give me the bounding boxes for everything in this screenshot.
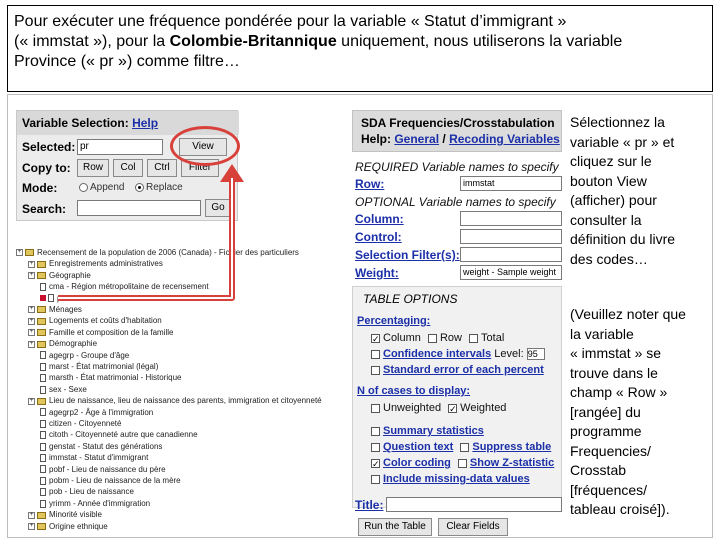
sda-panel	[352, 110, 562, 538]
show-z-checkbox[interactable]	[458, 459, 467, 468]
show-z-link[interactable]: Show Z-statistic	[469, 457, 555, 469]
tree-item[interactable]	[40, 442, 162, 452]
explanation-2-line: champ « Row »	[570, 384, 668, 400]
tree-item[interactable]	[40, 487, 134, 497]
folder-icon	[37, 341, 46, 348]
replace-label: Replace	[146, 182, 183, 193]
suppress-table-link[interactable]: Suppress table	[472, 441, 552, 453]
pct-row-checkbox[interactable]	[428, 334, 437, 343]
include-missing-row	[371, 473, 530, 485]
summary-stats-checkbox[interactable]	[371, 427, 380, 436]
tree-item[interactable]	[40, 385, 87, 395]
table-options-box	[352, 286, 562, 508]
n-cases-row	[357, 385, 470, 397]
explanation-2-line: Frequencies/	[570, 442, 651, 459]
expand-icon[interactable]: +	[29, 511, 34, 518]
explanation-1-line: définition du livre	[570, 231, 676, 247]
n-cases-link[interactable]: N of cases to display:	[357, 385, 471, 397]
filter-label[interactable]: Selection Filter(s):	[355, 248, 460, 262]
clear-fields-button[interactable]: Clear Fields	[438, 518, 508, 536]
tree-item-label: marst - État matrimonial (légal)	[49, 362, 159, 371]
required-header: REQUIRED Variable names to specify	[355, 160, 559, 174]
folder-icon	[37, 306, 46, 313]
document-icon	[40, 454, 46, 462]
explanation-1-line: Sélectionnez la	[570, 114, 665, 130]
weighted-checkbox[interactable]: ✓	[449, 403, 457, 414]
color-coding-checkbox[interactable]: ✓	[372, 458, 380, 469]
question-text-row	[371, 441, 551, 453]
folder-icon	[25, 249, 34, 256]
variable-selection-label: Variable Selection:	[22, 116, 129, 130]
view-highlight-oval	[170, 126, 240, 166]
tree-item[interactable]	[28, 510, 102, 520]
tree-item[interactable]	[28, 271, 91, 281]
document-icon	[40, 477, 46, 485]
document-icon	[48, 294, 54, 302]
header-line-3: Province (« pr ») comme filtre…	[14, 53, 240, 70]
search-label: Search:	[22, 202, 67, 216]
tree-item[interactable]	[28, 305, 82, 315]
tree-item-label: agegrp - Groupe d'âge	[49, 350, 130, 360]
summary-stats-link[interactable]: Summary statistics	[383, 425, 484, 437]
mode-append[interactable]	[79, 182, 124, 193]
tree-item-label: Enregistrements administratives	[49, 259, 163, 269]
std-error-checkbox[interactable]	[371, 366, 380, 375]
tree-item[interactable]	[40, 499, 150, 509]
explanation-2-line: [fréquences/	[570, 481, 648, 498]
header-line-2-post: uniquement, nous utiliserons la variable	[336, 33, 623, 50]
unweighted-label: Unweighted	[383, 402, 442, 414]
explanation-1-line: consulter la	[570, 211, 642, 228]
explanation-2-line: [rangée] du	[570, 403, 641, 420]
document-icon	[40, 488, 46, 496]
percentaging-link[interactable]: Percentaging:	[357, 315, 431, 327]
mode-label: Mode:	[22, 181, 58, 195]
explanation-1-line: (afficher) pour	[570, 192, 657, 208]
header-line-2	[14, 32, 704, 52]
percentaging-row	[357, 315, 430, 327]
tree-item-label: pob - Lieu de naissance	[49, 487, 134, 497]
include-missing-link[interactable]: Include missing-data values	[383, 473, 530, 485]
std-error-link[interactable]: Standard error of each percent	[383, 364, 544, 376]
tree-item-label: Famille et composition de la famille	[49, 327, 174, 337]
header-line-1: Pour exécuter une fréquence pondérée pour la variable « Statut d’immigrant »	[14, 13, 567, 30]
instruction-header	[7, 5, 713, 92]
replace-radio[interactable]	[135, 183, 144, 192]
tree-item[interactable]	[40, 408, 153, 418]
title-label-visible[interactable]: Title:	[355, 498, 384, 512]
header-line-2-pre: (« immstat »), pour la	[14, 33, 170, 50]
filter-input[interactable]	[460, 247, 562, 262]
tree-item-label: agegrp2 - Âge à l'immigration	[49, 407, 154, 417]
folder-icon	[37, 318, 46, 325]
summary-stats-row	[371, 425, 484, 437]
help-link[interactable]: Help	[132, 116, 159, 130]
explanation-2-line: trouve dans le	[570, 364, 658, 381]
row-input[interactable]: immstat	[460, 176, 562, 191]
suppress-table-checkbox[interactable]	[460, 443, 469, 452]
explanation-paragraph-2	[570, 305, 710, 520]
document-icon	[40, 443, 46, 451]
control-input[interactable]	[460, 229, 562, 244]
explanation-1-line: cliquez sur le	[570, 153, 652, 169]
pct-column-checkbox[interactable]: ✓	[372, 333, 380, 344]
variable-selection-panel	[16, 110, 346, 538]
question-text-checkbox[interactable]	[371, 443, 380, 452]
pct-row-label: Row	[439, 332, 462, 344]
optional-header: OPTIONAL Variable names to specify	[355, 195, 556, 209]
include-missing-checkbox[interactable]	[371, 475, 380, 484]
tree-item[interactable]	[28, 396, 322, 406]
tree-item-label: Géographie	[49, 270, 91, 280]
tree-item[interactable]	[28, 522, 108, 532]
confidence-link[interactable]: Confidence intervals	[383, 348, 492, 360]
explanation-2-line: programme	[570, 423, 642, 439]
run-table-button[interactable]: Run the Table	[358, 518, 432, 536]
tree-item-label: Origine ethnique	[49, 521, 108, 531]
explanation-paragraph-1	[570, 113, 710, 269]
tree-item-label: Ménages	[49, 305, 82, 314]
append-radio[interactable]	[79, 183, 88, 192]
copy-row-button[interactable]: Row	[77, 159, 109, 177]
pct-total-checkbox[interactable]	[469, 334, 478, 343]
level-select[interactable]: 95	[527, 348, 545, 360]
explanation-2-line: Crosstab	[570, 462, 627, 478]
tree-item[interactable]	[28, 316, 162, 326]
tree-item[interactable]	[40, 430, 198, 440]
tree-item-label: pobf - Lieu de naissance du père	[49, 464, 166, 474]
tree-item-label: immstat - Statut d'immigrant	[49, 453, 149, 463]
copy-to-label: Copy to:	[22, 161, 71, 175]
explanation-1-line: bouton View	[570, 172, 647, 189]
tree-item-label: yrimm - Année d'immigration	[49, 498, 151, 508]
unweighted-checkbox[interactable]	[371, 404, 380, 413]
color-coding-row	[371, 457, 554, 469]
tree-item-label: Recensement de la population de 2006 (Canada) - Fichier des particuliers	[37, 248, 299, 257]
tree-item[interactable]	[16, 248, 299, 258]
tree-item[interactable]	[40, 282, 209, 292]
folder-icon	[37, 523, 46, 530]
expand-icon[interactable]: +	[29, 272, 34, 279]
search-input[interactable]	[77, 200, 201, 216]
tree-item[interactable]	[28, 259, 163, 269]
expand-icon[interactable]: +	[29, 340, 34, 347]
document-icon	[40, 431, 46, 439]
append-label: Append	[90, 182, 125, 193]
title-input[interactable]	[386, 497, 562, 512]
tree-item-label: pr - Province	[57, 293, 103, 303]
weighted-label: Weighted	[460, 402, 507, 414]
level-label: Level:	[494, 348, 524, 360]
confidence-checkbox[interactable]	[371, 350, 380, 359]
selected-marker-icon	[40, 295, 46, 301]
variable-tree	[16, 248, 346, 538]
tree-item-label: Lieu de naissance, lieu de naissance des parents, immigration et citoyenneté	[49, 396, 322, 406]
explanation-1-line: variable « pr » et	[570, 133, 675, 150]
document-icon	[40, 283, 46, 291]
tree-item-label: genstat - Statut des générations	[49, 441, 163, 451]
tree-item-label: sex - Sexe	[49, 384, 87, 394]
tree-item[interactable]	[40, 465, 166, 475]
std-error-row	[371, 364, 544, 376]
pct-total-label: Total	[481, 332, 505, 344]
expand-icon[interactable]: +	[29, 329, 34, 336]
explanation-2-line: tableau croisé]).	[570, 501, 670, 517]
confidence-row	[371, 348, 545, 360]
sda-title: SDA Frequencies/Crosstabulation	[361, 116, 555, 130]
copy-ctrl-button[interactable]: Ctrl	[147, 159, 177, 177]
expand-icon[interactable]: +	[29, 397, 34, 404]
help-recoding-link[interactable]: Recoding Variables	[449, 132, 560, 146]
tree-item[interactable]	[40, 419, 121, 429]
control-label[interactable]: Control:	[355, 230, 402, 244]
table-options-header: TABLE OPTIONS	[363, 292, 458, 306]
sda-help-label: Help:	[361, 132, 391, 146]
question-text-link[interactable]: Question text	[383, 441, 454, 453]
color-coding-link[interactable]: Color coding	[383, 457, 451, 469]
sda-header	[352, 110, 562, 152]
expand-icon[interactable]: +	[29, 317, 34, 324]
expand-icon[interactable]: +	[17, 249, 22, 256]
document-icon	[40, 363, 46, 371]
tree-item[interactable]	[40, 294, 102, 304]
help-separator: /	[442, 132, 446, 146]
document-icon	[40, 386, 46, 394]
selected-label: Selected:	[22, 140, 76, 154]
document-icon	[40, 465, 46, 473]
folder-icon	[37, 272, 46, 279]
expand-icon[interactable]: +	[29, 522, 34, 529]
weight-input[interactable]: weight - Sample weight	[460, 265, 562, 280]
folder-icon	[37, 261, 46, 268]
copy-filter-button[interactable]: Filter	[181, 159, 219, 177]
tree-item-label: citizen - Citoyenneté	[49, 419, 122, 428]
document-icon	[40, 351, 46, 359]
expand-icon[interactable]: +	[29, 260, 34, 267]
document-icon	[40, 374, 46, 382]
header-line-2-bold: Colombie-Britannique	[169, 33, 337, 50]
explanation-1-line: des codes…	[570, 250, 648, 267]
folder-icon	[37, 512, 46, 519]
tree-item[interactable]	[40, 476, 181, 486]
selected-input[interactable]: pr	[77, 139, 163, 155]
tree-item[interactable]	[40, 362, 158, 372]
tree-item-label: Minorité visible	[49, 510, 102, 520]
tree-item[interactable]	[28, 339, 97, 349]
weighting-checkboxes	[371, 402, 506, 414]
help-general-link[interactable]: General	[394, 132, 440, 146]
copy-col-button[interactable]: Col	[113, 159, 143, 177]
document-icon	[40, 420, 46, 428]
tree-item-label: Logements et coûts d'habitation	[49, 316, 162, 326]
column-label[interactable]: Column:	[355, 212, 404, 226]
document-icon	[40, 408, 46, 416]
tree-item[interactable]	[28, 328, 174, 338]
tree-item-label: Démographie	[49, 339, 98, 349]
tree-item-label: pobm - Lieu de naissance de la mère	[49, 476, 181, 485]
expand-icon[interactable]: +	[29, 306, 34, 313]
tree-item[interactable]	[40, 373, 181, 383]
pct-column-label: Column	[383, 332, 421, 344]
tree-item[interactable]	[40, 351, 129, 361]
column-input[interactable]	[460, 211, 562, 226]
weight-label[interactable]: Weight:	[355, 266, 399, 280]
tree-item-label: citoth - Citoyenneté autre que canadienne	[49, 430, 198, 440]
explanation-2-line: (Veuillez noter que	[570, 306, 686, 322]
document-icon	[40, 500, 46, 508]
go-button[interactable]: Go	[205, 199, 231, 217]
explanation-2-line: la variable	[570, 325, 634, 342]
sda-help-row	[361, 131, 561, 147]
folder-icon	[37, 329, 46, 336]
tree-item-label: marsth - État matrimonial - Historique	[49, 373, 182, 383]
mode-replace[interactable]	[135, 182, 183, 193]
view-button[interactable]: View	[179, 138, 227, 156]
folder-icon	[37, 398, 46, 405]
tree-item[interactable]	[40, 453, 148, 463]
row-label[interactable]: Row:	[355, 177, 385, 191]
pct-checkboxes	[371, 332, 504, 344]
explanation-2-line: « immstat » se	[570, 345, 662, 361]
tree-item-label: cma - Région métropolitaine de recensement	[49, 282, 209, 292]
